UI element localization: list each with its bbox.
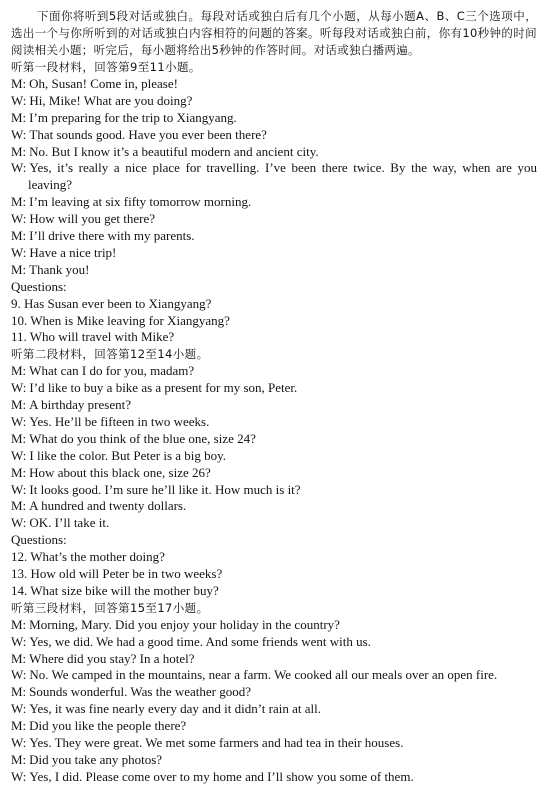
- dialogue-line: [11, 617, 537, 634]
- speaker-label: M:: [11, 397, 27, 413]
- dialogue-line: [11, 194, 537, 211]
- dialogue-line: [11, 735, 537, 752]
- dialogue-line: [11, 262, 537, 279]
- speaker-label: M:: [11, 109, 27, 125]
- dialogue-line: [11, 228, 537, 245]
- section-2-heading: 听第二段材料，回答第12至14小题。: [11, 347, 209, 362]
- speaker-label: M:: [11, 261, 27, 277]
- utterance: Sounds wonderful. Was the weather good?: [29, 684, 252, 700]
- dialogue-line: [11, 515, 537, 532]
- utterance: Morning, Mary. Did you enjoy your holiday in the country?: [29, 616, 340, 632]
- utterance: No. We camped in the mountains, near a farm. We cooked all our meals over an open fire.: [29, 667, 498, 683]
- utterance: Hi, Mike! What are you doing?: [29, 92, 193, 108]
- utterance: Did you take any photos?: [29, 751, 163, 767]
- utterance: OK. I’ll take it.: [29, 515, 110, 531]
- dialogue-line: [11, 651, 537, 668]
- speaker-label: W:: [11, 92, 27, 108]
- utterance: Thank you!: [29, 261, 90, 277]
- section-2-dialogue: [11, 363, 537, 532]
- instructions-paragraph: 下面你将听到5段对话或独白。每段对话或独白后有几个小题，从每小题A、B、C三个选项中，选出一个与你所听到的对话或独白内容相符的问题的答案。听每段对话或独白前，你有10秒钟的时间阅读相关小题；听完后，每小题将给出5秒钟的作答时间。对话或独白播两遍。: [11, 9, 537, 57]
- utterance: Where did you stay? In a hotel?: [29, 650, 195, 666]
- speaker-label: M:: [11, 228, 27, 244]
- question-11: 11. Who will travel with Mike?: [11, 329, 175, 345]
- dialogue-line: [11, 498, 537, 515]
- speaker-label: M:: [11, 143, 27, 159]
- speaker-label: W:: [11, 768, 27, 784]
- dialogue-line: [11, 380, 537, 397]
- question-12: 12. What’s the mother doing?: [11, 549, 165, 565]
- section-3-dialogue: [11, 617, 537, 786]
- dialogue-line: [11, 110, 537, 127]
- speaker-label: M:: [11, 650, 27, 666]
- speaker-label: W:: [11, 211, 27, 227]
- utterance: Yes, we did. We had a good time. And some friends went with us.: [29, 633, 371, 649]
- utterance: I’d like to buy a bike as a present for my son, Peter.: [29, 380, 298, 396]
- section-1-questions-label: Questions:: [11, 278, 67, 294]
- speaker-label: W:: [11, 126, 27, 142]
- dialogue-line: [11, 769, 537, 786]
- dialogue-line: [11, 684, 537, 701]
- dialogue-line: [11, 448, 537, 465]
- dialogue-line: [11, 144, 537, 161]
- dialogue-line: [11, 718, 537, 735]
- dialogue-line: [11, 211, 537, 228]
- speaker-label: W:: [11, 701, 27, 717]
- speaker-label: W:: [11, 481, 27, 497]
- section-1-heading: 听第一段材料，回答第9至11小题。: [11, 60, 201, 74]
- dialogue-line: [11, 667, 537, 684]
- utterance: Yes. He’ll be fifteen in two weeks.: [29, 413, 210, 429]
- utterance: I’ll drive there with my parents.: [29, 228, 195, 244]
- section-1-dialogue: [11, 76, 537, 279]
- utterance: Yes, it’s really a nice place for travelling. I’ve been there twice. By the way, when are you leaving?: [28, 160, 537, 193]
- utterance: It looks good. I’m sure he’ll like it. How much is it?: [29, 481, 301, 497]
- utterance: What do you think of the blue one, size 24?: [29, 430, 256, 446]
- speaker-label: W:: [11, 515, 27, 531]
- dialogue-line: [11, 414, 537, 431]
- question-9: 9. Has Susan ever been to Xiangyang?: [11, 295, 212, 311]
- speaker-label: M:: [11, 616, 27, 632]
- question-13: 13. How old will Peter be in two weeks?: [11, 566, 223, 582]
- speaker-label: W:: [11, 244, 27, 260]
- speaker-label: M:: [11, 684, 27, 700]
- dialogue-line: [11, 363, 537, 380]
- question-10: 10. When is Mike leaving for Xiangyang?: [11, 312, 230, 328]
- speaker-label: W:: [11, 160, 27, 176]
- dialogue-line: [11, 465, 537, 482]
- dialogue-line: [11, 127, 537, 144]
- utterance: I’m preparing for the trip to Xiangyang.: [29, 109, 237, 125]
- utterance: That sounds good. Have you ever been there?: [29, 126, 267, 142]
- dialogue-line: [11, 160, 537, 194]
- utterance: I like the color. But Peter is a big boy.: [29, 447, 227, 463]
- utterance: Oh, Susan! Come in, please!: [29, 75, 178, 91]
- utterance: Yes. They were great. We met some farmers and had tea in their houses.: [29, 735, 404, 751]
- speaker-label: W:: [11, 413, 27, 429]
- dialogue-line: [11, 634, 537, 651]
- section-2-questions-label: Questions:: [11, 532, 67, 548]
- utterance: What can I do for you, madam?: [29, 363, 195, 379]
- speaker-label: M:: [11, 75, 27, 91]
- utterance: Yes, I did. Please come over to my home and I’ll show you some of them.: [29, 768, 414, 784]
- dialogue-line: [11, 701, 537, 718]
- speaker-label: W:: [11, 735, 27, 751]
- dialogue-line: [11, 397, 537, 414]
- speaker-label: M:: [11, 751, 27, 767]
- dialogue-line: [11, 245, 537, 262]
- utterance: No. But I know it’s a beautiful modern and ancient city.: [29, 143, 319, 159]
- utterance: Yes, it was fine nearly every day and it didn’t rain at all.: [29, 701, 321, 717]
- speaker-label: M:: [11, 430, 27, 446]
- utterance: Have a nice trip!: [29, 244, 117, 260]
- speaker-label: W:: [11, 667, 27, 683]
- utterance: A hundred and twenty dollars.: [29, 498, 187, 514]
- speaker-label: M:: [11, 194, 27, 210]
- speaker-label: W:: [11, 447, 27, 463]
- dialogue-line: [11, 752, 537, 769]
- utterance: I’m leaving at six fifty tomorrow morning.: [29, 194, 252, 210]
- dialogue-line: [11, 93, 537, 110]
- utterance: Did you like the people there?: [29, 718, 187, 734]
- question-14: 14. What size bike will the mother buy?: [11, 582, 219, 598]
- speaker-label: W:: [11, 633, 27, 649]
- section-3-heading: 听第三段材料，回答第15至17小题。: [11, 600, 209, 615]
- speaker-label: M:: [11, 464, 27, 480]
- speaker-label: M:: [11, 363, 27, 379]
- utterance: A birthday present?: [29, 397, 131, 413]
- utterance: How will you get there?: [29, 211, 156, 227]
- utterance: How about this black one, size 26?: [29, 464, 211, 480]
- speaker-label: M:: [11, 718, 27, 734]
- dialogue-line: [11, 482, 537, 499]
- speaker-label: M:: [11, 498, 27, 514]
- dialogue-line: [11, 431, 537, 448]
- dialogue-line: [11, 76, 537, 93]
- speaker-label: W:: [11, 380, 27, 396]
